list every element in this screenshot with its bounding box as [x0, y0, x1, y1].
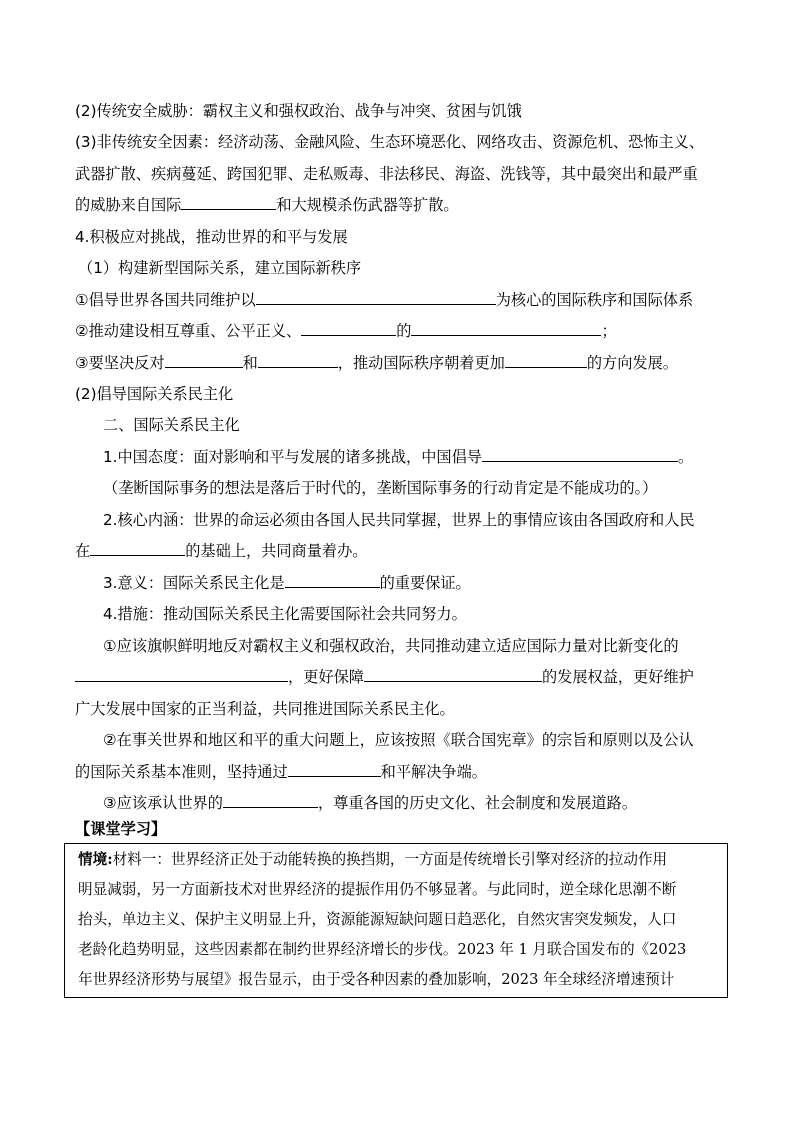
scenario-line-1: 情境:材料一：世界经济正处于动能转换的换挡期，一方面是传统增长引擎对经济的拉动作用 — [78, 851, 668, 868]
subheading-democratization: (2)倡导国际关系民主化 — [75, 385, 234, 403]
fill-blank[interactable] — [75, 667, 288, 682]
core-meaning-line-1: 2.核心内涵：世界的命运必须由各国人民共同掌握，世界上的事情应该由各国政府和人民 — [103, 511, 695, 529]
china-attitude-line: 1.中国态度：面对影响和平与发展的诸多挑战，中国倡导 。 — [103, 448, 694, 466]
fill-blank[interactable] — [181, 195, 276, 210]
measures-line: 4.措施：推动国际关系民主化需要国际社会共同努力。 — [103, 605, 467, 623]
fill-blank[interactable] — [364, 667, 542, 682]
fill-blank[interactable] — [288, 762, 381, 777]
fill-blank[interactable] — [301, 321, 396, 336]
measure-2-line-1: ②在事关世界和地区和平的重大问题上，应该按照《联合国宪章》的宗旨和原则以及公认 — [103, 731, 694, 749]
item-1-line: ①倡导世界各国共同维护以 为核心的国际秩序和国际体系 — [75, 291, 694, 309]
item-2-line: ②推动建设相互尊重、公平正义、 的 ； — [75, 322, 617, 340]
item-3-line: ③要坚决反对 和 ，推动国际秩序朝着更加 的方向发展。 — [75, 354, 678, 372]
traditional-threats-line: (2)传统安全威胁：霸权主义和强权政治、战争与冲突、贫困与饥饿 — [75, 102, 522, 120]
measure-3-line: ③应该承认世界的 ，尊重各国的历史文化、社会制度和发展道路。 — [103, 794, 637, 812]
section-title-class-study: 【课堂学习】 — [75, 820, 167, 838]
measure-1-line-1: ①应该旗帜鲜明地反对霸权主义和强权政治，共同推动建立适应国际力量对比新变化的 — [103, 637, 679, 655]
subheading-new-relations: （1）构建新型国际关系，建立国际新秩序 — [78, 259, 362, 277]
measure-1-line-2: ，更好保障 的发展权益，更好维护 — [75, 667, 730, 687]
fill-blank[interactable] — [165, 353, 243, 368]
non-traditional-line-3: 的威胁来自国际 和大规模杀伤武器等扩散。 — [75, 196, 459, 214]
scenario-line-3: 抬头，单边主义、保护主义明显上升，资源能源短缺问题日趋恶化，自然灾害突发频发，人口 — [78, 911, 677, 928]
measure-2-line-2: 的国际关系基本准则，坚持通过 和平解决争端。 — [75, 763, 487, 781]
non-traditional-line-1: (3)非传统安全因素：经济动荡、金融风险、生态环境恶化、网络攻击、资源危机、恐怖主义、 — [75, 133, 705, 151]
non-traditional-line-2: 武器扩散、疾病蔓延、跨国犯罪、走私贩毒、非法移民、海盗、洗钱等，其中最突出和最严重 — [75, 165, 698, 183]
significance-line: 3.意义：国际关系民主化是 的重要保证。 — [103, 574, 471, 592]
fill-blank[interactable] — [505, 353, 587, 368]
fill-blank[interactable] — [256, 290, 496, 305]
fill-blank[interactable] — [90, 541, 185, 556]
fill-blank[interactable] — [482, 447, 678, 462]
fill-blank[interactable] — [285, 573, 380, 588]
monopoly-note: （垄断国际事务的想法是落后于时代的，垄断国际事务的行动肯定是不能成功的。） — [103, 479, 658, 497]
fill-blank[interactable] — [223, 793, 318, 808]
scenario-line-5: 年世界经济形势与展望》报告显示，由于受各种因素的叠加影响，2023 年全球经济增速预计 — [78, 971, 675, 988]
measure-1-line-3: 广大发展中国家的正当利益，共同推进国际关系民主化。 — [75, 700, 455, 718]
core-meaning-line-2: 在 的基础上，共同商量着办。 — [75, 542, 368, 560]
section-heading-democratization: 二、国际关系民主化 — [103, 416, 240, 434]
scenario-label: 情境: — [78, 851, 113, 868]
scenario-box — [64, 843, 728, 998]
fill-blank[interactable] — [258, 353, 338, 368]
scenario-line-4: 老龄化趋势明显，这些因素都在制约世界经济增长的步伐。2023 年 1 月联合国发布的《2023 — [78, 941, 687, 958]
scenario-line-2: 明显减弱，另一方面新技术对世界经济的提振作用仍不够显著。与此同时，逆全球化思潮不断 — [78, 881, 677, 898]
fill-blank[interactable] — [411, 321, 601, 336]
heading-respond-challenges: 4.积极应对挑战，推动世界的和平与发展 — [75, 228, 348, 246]
